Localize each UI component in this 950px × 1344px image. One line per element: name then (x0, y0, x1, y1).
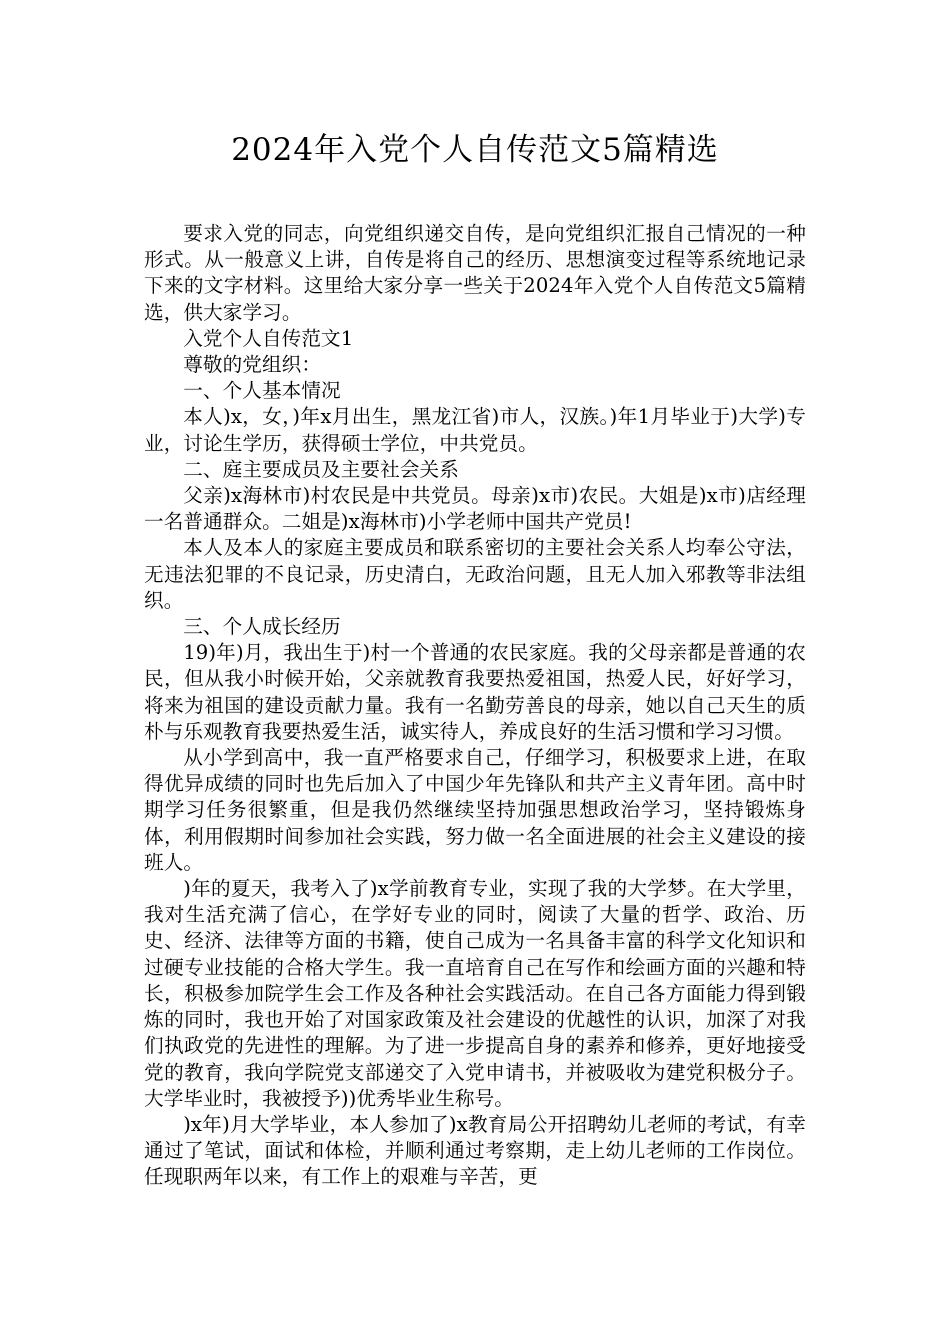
section-heading-family: 二、庭主要成员及主要社会关系 (183, 457, 459, 481)
section-heading-sample-1: 入党个人自传范文1 (183, 326, 354, 350)
paragraph-childhood: 19)年)月，我出生于)村一个普通的农民家庭。我的父母亲都是普通的农民，但从我小时候开始，父亲就教育我要热爱祖国，热爱人民，好好学习，将来为祖国的建设贡献力量。我有一名勤劳善良的母亲，她以自己天生的质朴与乐观教育我要热爱生活，诚实待人，养成良好的生活习惯和学习习惯。 (144, 641, 806, 743)
paragraph-family: 父亲)x海林市)村农民是中共党员。母亲)x市)农民。大姐是)x市)店经理一名普通群众。二姐是)x海林市)小学老师中国共产党员! (144, 484, 806, 534)
paragraph-basic-info: 本人)x，女，)年x月出生，黑龙江省)市人，汉族。)年1月毕业于)大学)专业，讨论生学历，获得硕士学位，中共党员。 (144, 405, 806, 455)
intro-paragraph: 要求入党的同志，向党组织递交自传，是向党组织汇报自己情况的一种形式。从一般意义上讲，自传是将自己的经历、思想演变过程等系统地记录下来的文字材料。这里给大家分享一些关于2024年入党个人自传范文5篇精选，供大家学习。 (144, 222, 806, 324)
document-body (144, 221, 806, 1191)
paragraph-career: )x年)月大学毕业，本人参加了)x教育局公开招聘幼儿老师的考试，有幸通过了笔试，面试和体检，并顺利通过考察期，走上幼儿老师的工作岗位。任现职两年以来，有工作上的艰难与辛苦，更 (144, 1112, 806, 1189)
paragraph-family-statement: 本人及本人的家庭主要成员和联系密切的主要社会关系人均奉公守法，无违法犯罪的不良记录，历史清白，无政治问题，且无人加入邪教等非法组织。 (144, 536, 806, 612)
section-heading-basic-info: 一、个人基本情况 (183, 379, 341, 403)
document-title: 2024年入党个人自传范文5篇精选 (231, 132, 719, 168)
salutation: 尊敬的党组织： (183, 353, 322, 377)
paragraph-university: )年的夏天，我考入了)x学前教育专业，实现了我的大学梦。在大学里，我对生活充满了信心，在学好专业的同时，阅读了大量的哲学、政治、历史、经济、法律等方面的书籍，使自己成为一名具备丰富的科学文化知识和过硬专业技能的合格大学生。我一直培育自己在写作和绘画方面的兴趣和特长，积极参加院学生会工作及各种社会实践活动。在自己各方面能力得到锻炼的同时，我也开始了对国家政策及社会建设的优越性的认识，加深了对我们执政党的先进性的理解。为了进一步提高自身的素养和修养，更好地接受党的教育，我向学院党支部递交了入党申请书，并被吸收为建党积极分子。大学毕业时，我被授予))优秀毕业生称号。 (144, 877, 806, 1110)
section-heading-growth: 三、个人成长经历 (183, 615, 341, 639)
paragraph-school: 从小学到高中，我一直严格要求自己，仔细学习，积极要求上进，在取得优异成绩的同时也先后加入了中国少年先锋队和共产主义青年团。高中时期学习任务很繁重，但是我仍然继续坚持加强思想政治学习，坚持锻炼身体，利用假期时间参加社会实践，努力做一名全面进展的社会主义建设的接班人。 (144, 746, 806, 874)
